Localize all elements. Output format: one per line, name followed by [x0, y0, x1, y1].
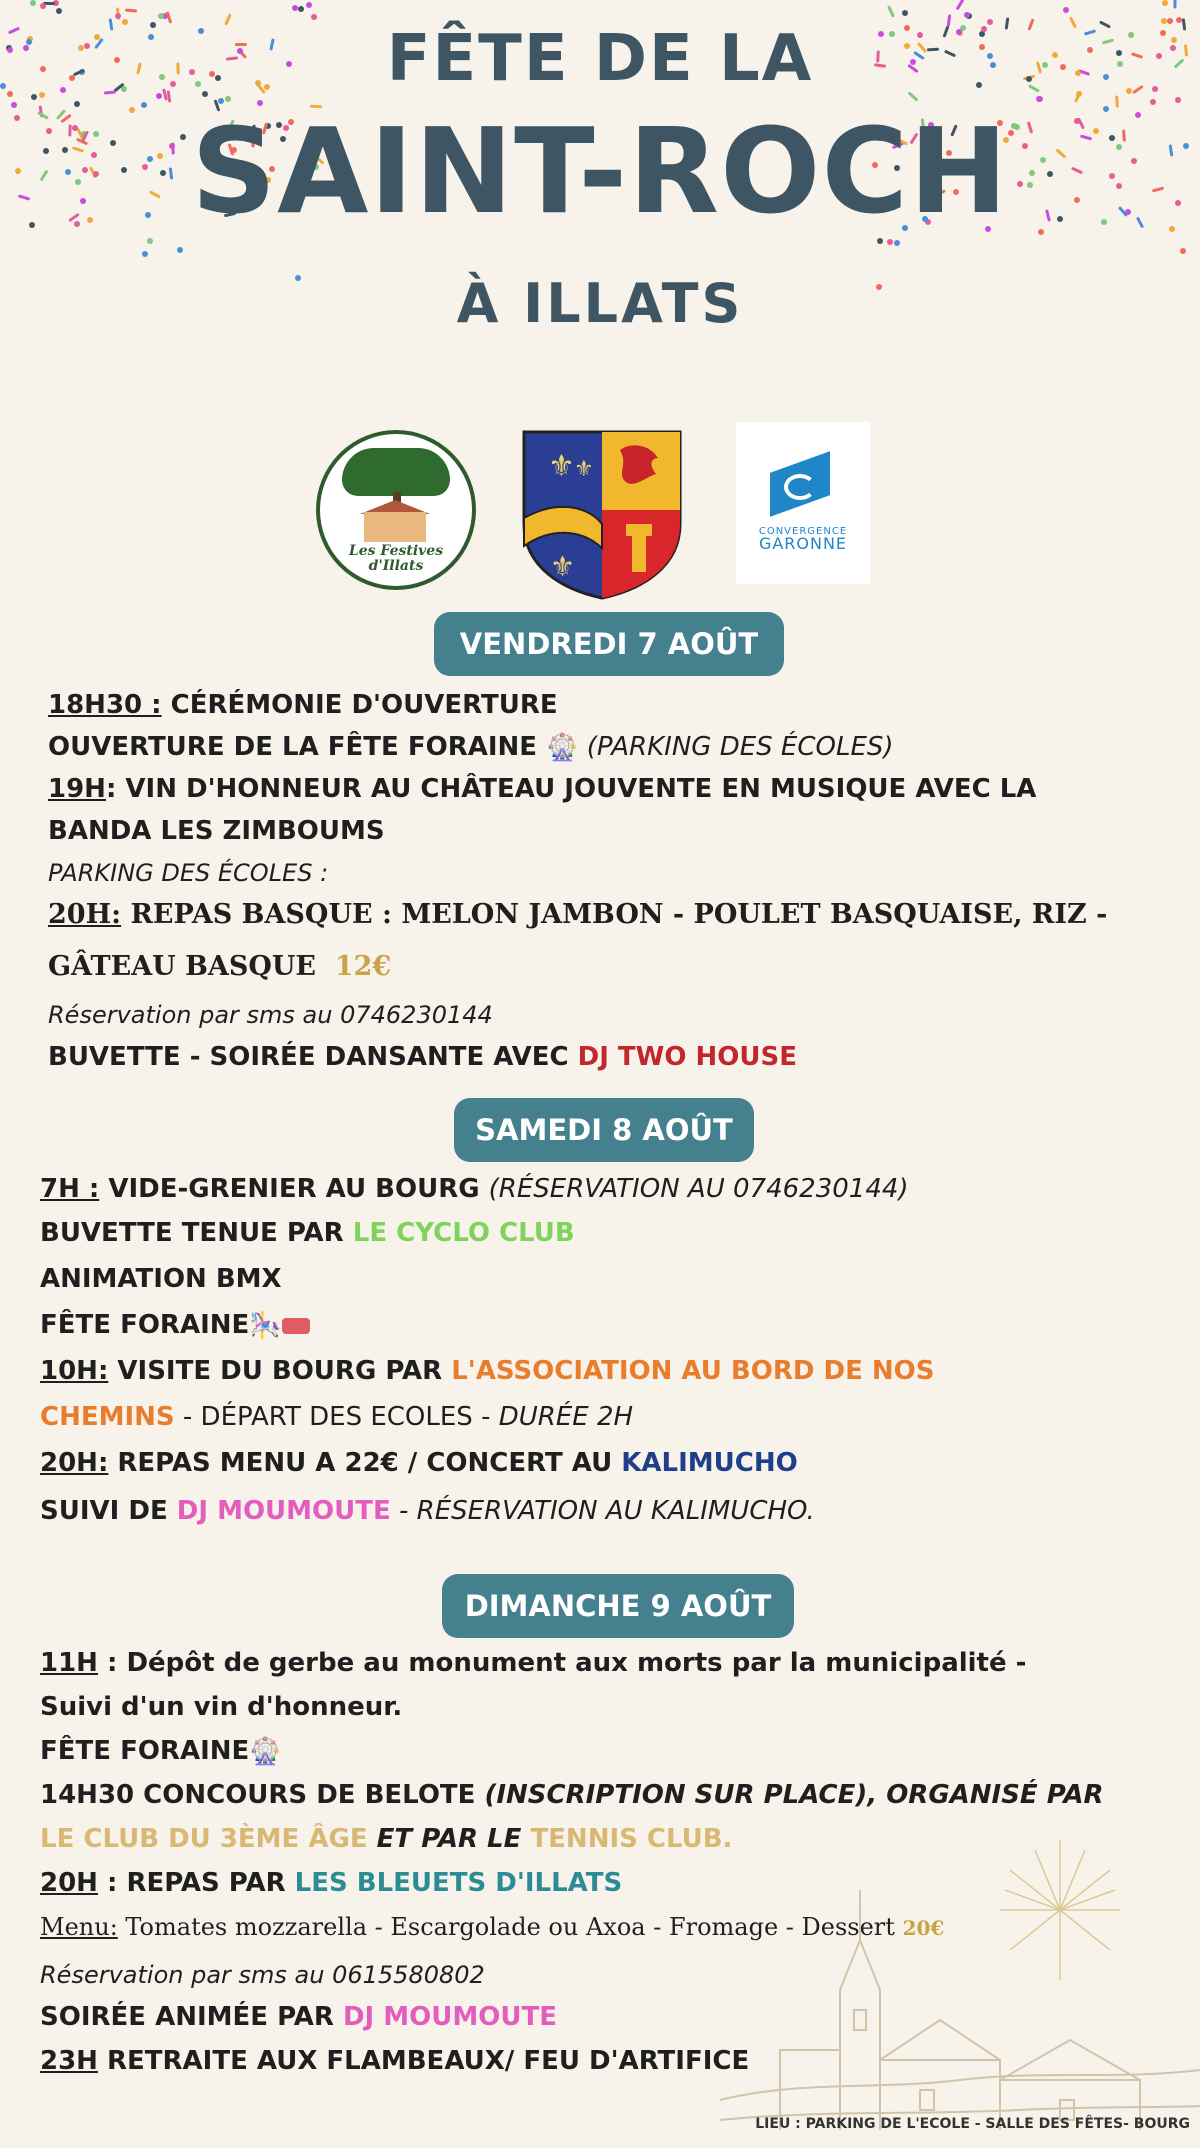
confetti-dot [1162, 0, 1168, 6]
confetti-dot [298, 6, 304, 12]
event: FÊTE FORAINE [40, 1310, 250, 1340]
festives-logo [316, 430, 476, 590]
association-name: L'ASSOCIATION AU BORD DE NOS [451, 1356, 935, 1386]
festives-logo-text: Les Festives d'Illats [348, 543, 444, 574]
svg-text:⚜: ⚜ [550, 550, 576, 583]
ferris-wheel-icon: 🎡 [546, 732, 579, 763]
event: - DÉPART DES ECOLES - [174, 1402, 499, 1432]
club-name: LE CYCLO CLUB [352, 1218, 575, 1248]
house-icon [364, 512, 426, 542]
confetti-dot [311, 14, 317, 20]
event: : VIN D'HONNEUR AU CHÂTEAU JOUVENTE EN MUSIQUE AVEC LA [105, 774, 1037, 804]
menu: GÂTEAU BASQUE [48, 951, 317, 982]
event: CÉRÉMONIE D'OUVERTURE [161, 690, 558, 720]
event: VISITE DU BOURG PAR [108, 1356, 452, 1386]
confetti-dot [40, 3, 46, 9]
event: FÊTE FORAINE [40, 1736, 250, 1766]
vendredi-line-2 [48, 730, 894, 765]
event: CONCOURS DE BELOTE [134, 1780, 485, 1810]
club-name: LE CLUB DU 3ÈME ÂGE [40, 1824, 368, 1854]
location-footer: LIEU : PARKING DE L'ECOLE - SALLE DES FÊTES- BOURG [755, 2116, 1190, 2132]
samedi-line-3: ANIMATION BMX [40, 1264, 282, 1294]
samedi-line-1 [40, 1172, 909, 1206]
association-name: CHEMINS [40, 1402, 175, 1432]
svg-text:⚜: ⚜ [574, 457, 594, 482]
day-badge-samedi: SAMEDI 8 AOÛT [454, 1098, 754, 1162]
dimanche-line-10 [40, 2044, 749, 2078]
time: 7H : [40, 1174, 100, 1204]
confetti-dot [30, 0, 36, 6]
event: : Dépôt de gerbe au monument aux morts par la municipalité - [97, 1648, 1027, 1678]
confetti-dot [306, 2, 312, 8]
dimanche-line-8: Réservation par sms au 0615580802 [40, 1961, 485, 1989]
day-badge-vendredi: VENDREDI 7 AOÛT [434, 612, 784, 676]
dj-name: DJ MOUMOUTE [176, 1496, 391, 1526]
event: OUVERTURE DE LA FÊTE FORAINE [48, 732, 547, 762]
dimanche-line-2: Suivi d'un vin d'honneur. [40, 1692, 403, 1722]
samedi-line-4 [40, 1308, 310, 1343]
event: SUIVI DE [40, 1496, 177, 1526]
time: 18H30 : [48, 690, 162, 720]
venue-name: KALIMUCHO [621, 1448, 798, 1478]
garonne-text: GARONNE [758, 534, 848, 553]
vendredi-line-3 [48, 772, 1036, 806]
confetti-dot [177, 247, 183, 253]
vendredi-line-7 [48, 950, 391, 984]
confetti-dot [894, 240, 900, 246]
vendredi-line-1 [48, 688, 558, 722]
title-line-2: SAINT-ROCH [191, 102, 1009, 240]
convergence-text: CONVERGENCE [758, 526, 848, 537]
dimanche-line-5 [40, 1822, 732, 1856]
reservation: (RÉSERVATION AU 0746230144) [488, 1174, 909, 1204]
dj-name: DJ TWO HOUSE [577, 1042, 797, 1072]
samedi-line-7 [40, 1446, 798, 1480]
day-badge-dimanche: DIMANCHE 9 AOÛT [442, 1574, 794, 1638]
time: 20H: [40, 1448, 109, 1478]
duration: DURÉE 2H [498, 1402, 634, 1432]
samedi-line-6 [40, 1400, 633, 1434]
convergence-swirl [784, 474, 816, 500]
menu: Tomates mozzarella - Escargolade ou Axoa - Fromage - Dessert [117, 1913, 903, 1941]
organizer-name: LES BLEUETS D'ILLATS [294, 1868, 623, 1898]
vendredi-line-8: Réservation par sms au 0746230144 [48, 1001, 493, 1029]
dimanche-line-3 [40, 1734, 282, 1769]
event: SOIRÉE ANIMÉE PAR [40, 2002, 343, 2032]
reservation: - RÉSERVATION AU KALIMUCHO. [390, 1496, 815, 1526]
coat-of-arms-icon [520, 428, 684, 600]
menu: REPAS BASQUE : MELON JAMBON - POULET BASQUAISE, RIZ - [121, 899, 1108, 930]
dimanche-line-4 [40, 1778, 1104, 1812]
time: 19H [48, 774, 106, 804]
time: 20H: [48, 899, 122, 930]
vendredi-line-4: BANDA LES ZIMBOUMS [48, 816, 385, 846]
event: RETRAITE AUX FLAMBEAUX/ FEU D'ARTIFICE [97, 2046, 750, 2076]
samedi-line-2 [40, 1216, 575, 1250]
confetti-dot [142, 251, 148, 257]
details: (INSCRIPTION SUR PLACE), ORGANISÉ PAR [484, 1780, 1104, 1810]
time: 10H: [40, 1356, 109, 1386]
confetti-dot [115, 13, 121, 19]
menu-label: Menu: [40, 1913, 118, 1941]
event: REPAS MENU A 22€ / CONCERT AU [108, 1448, 622, 1478]
confetti-dot [1063, 7, 1069, 13]
confetti-dot [158, 13, 164, 19]
time: 11H [40, 1648, 98, 1678]
confetti-dot [56, 8, 62, 14]
vendredi-line-6 [48, 898, 1107, 932]
time: 20H [40, 1868, 98, 1898]
ferris-wheel-icon: 🎡 [249, 1736, 282, 1767]
confetti-dot [1180, 248, 1186, 254]
tree-icon [342, 448, 450, 496]
confetti-dot [887, 5, 895, 17]
carousel-icon: 🎠 [249, 1310, 282, 1341]
vendredi-line-9 [48, 1040, 797, 1074]
price: 12€ [334, 951, 392, 982]
confetti-dot [125, 8, 137, 12]
convergence-garonne-logo [736, 422, 870, 584]
event: BUVETTE - SOIRÉE DANSANTE AVEC [48, 1042, 578, 1072]
event: BUVETTE TENUE PAR [40, 1218, 353, 1248]
event: : REPAS PAR [97, 1868, 295, 1898]
church-sketch-icon [720, 1830, 1200, 2148]
club-name: TENNIS CLUB. [530, 1824, 733, 1854]
event: VIDE-GRENIER AU BOURG [99, 1174, 489, 1204]
details: ET PAR LE [367, 1824, 531, 1854]
time: 14H30 [40, 1780, 135, 1810]
dimanche-line-1 [40, 1646, 1026, 1680]
vendredi-line-5: PARKING DES ÉCOLES : [48, 859, 329, 887]
time: 23H [40, 2046, 98, 2076]
dj-name: DJ MOUMOUTE [342, 2002, 557, 2032]
dimanche-line-6 [40, 1866, 622, 1900]
dimanche-line-9 [40, 2000, 557, 2034]
samedi-line-8 [40, 1494, 815, 1528]
title-line-3: À ILLATS [456, 272, 744, 335]
price: 20€ [902, 1916, 945, 1940]
ticket-icon [282, 1318, 310, 1334]
confetti-dot [955, 0, 964, 11]
logos-row [0, 420, 1200, 610]
svg-text:⚜: ⚜ [548, 449, 575, 484]
samedi-line-5 [40, 1354, 934, 1388]
confetti-dot [1173, 0, 1176, 8]
confetti-dot [902, 10, 908, 16]
title-line-1: FÊTE DE LA [386, 22, 814, 96]
location: (PARKING DES ÉCOLES) [578, 732, 894, 762]
